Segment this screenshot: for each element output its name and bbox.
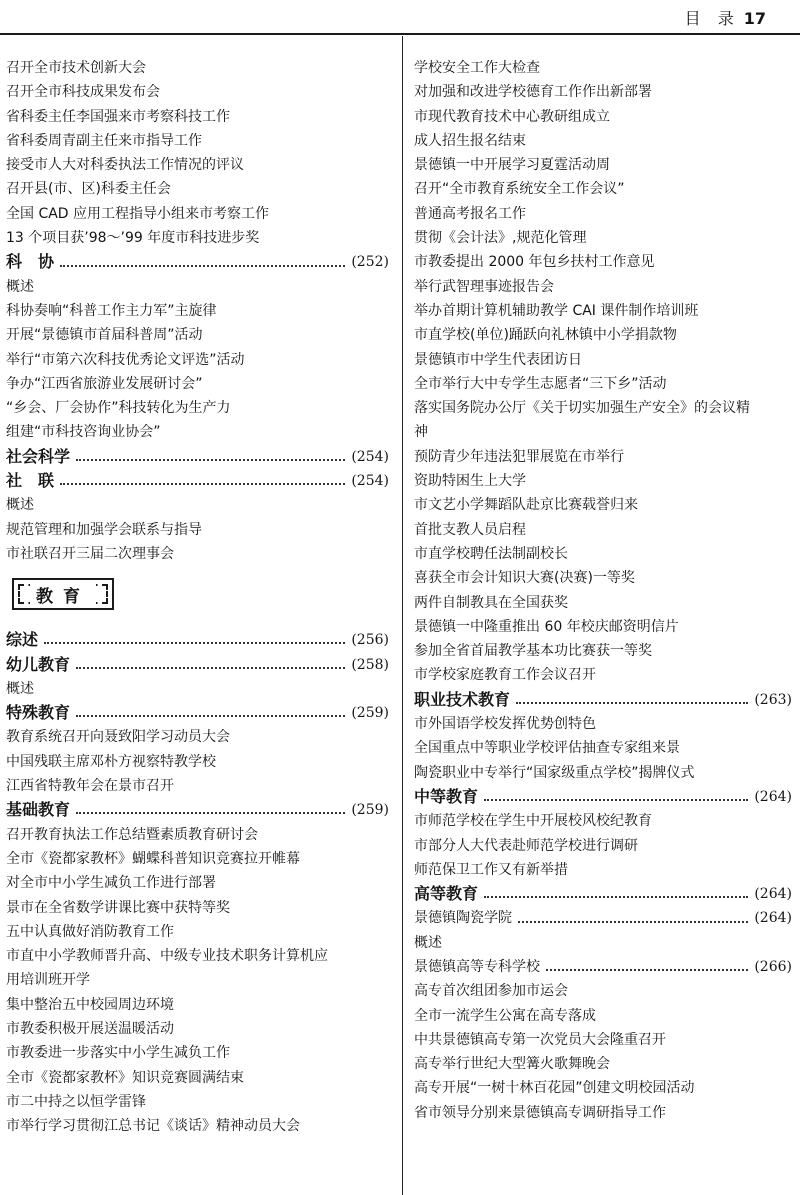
toc-entry xyxy=(6,725,389,749)
toc-entry-text: 规范管理和加强学会联系与指导 xyxy=(6,521,202,538)
toc-entry xyxy=(6,396,389,420)
toc-entry xyxy=(6,677,389,701)
dot-leader xyxy=(546,969,748,971)
toc-entry-text: 全国重点中等职业学校评估抽查专家组来景 xyxy=(414,740,680,757)
toc-entry xyxy=(414,931,792,955)
toc-entry xyxy=(6,968,389,992)
toc-entry xyxy=(414,299,792,323)
toc-entry-text: 景德镇陶瓷学院 xyxy=(414,910,512,927)
toc-entry xyxy=(414,1101,792,1125)
toc-entry-text: 贯彻《会计法》,规范化管理 xyxy=(414,230,587,247)
toc-entry xyxy=(6,202,389,226)
toc-entry xyxy=(6,56,389,80)
toc-entry-text: 五中认真做好消防教育工作 xyxy=(6,923,174,940)
toc-entry-text: 13 个项目获’98～’99 年度市科技进步奖 xyxy=(6,230,260,247)
toc-entry-text: 市部分人大代表赴师范学校进行调研 xyxy=(414,837,638,854)
toc-entry-text: 市举行学习贯彻江总书记《谈话》精神动员大会 xyxy=(6,1118,300,1135)
toc-heading xyxy=(6,701,389,725)
toc-entry xyxy=(6,774,389,798)
toc-entry xyxy=(414,372,792,396)
toc-page-number: (254) xyxy=(351,473,389,490)
page-header xyxy=(0,0,800,36)
toc-entry-text: 全市《瓷都家教杯》知识竞赛圆满结束 xyxy=(6,1069,244,1086)
toc-entry-text: 社 联 xyxy=(6,471,55,491)
toc-entry-text: 市二中持之以恒学雷锋 xyxy=(6,1093,146,1110)
toc-entry xyxy=(414,396,792,420)
toc-entry xyxy=(414,712,792,736)
section-banner xyxy=(6,574,389,618)
toc-entry xyxy=(414,80,792,104)
toc-entry xyxy=(6,518,389,542)
toc-entry-text: 景德镇高等专科学校 xyxy=(414,958,540,975)
toc-page-number: (263) xyxy=(754,691,792,708)
header-title: 目 录 xyxy=(684,9,740,28)
dot-leader xyxy=(76,715,345,717)
toc-entry xyxy=(414,663,792,687)
toc-page-number: (264) xyxy=(754,886,792,903)
dot-leader xyxy=(484,896,748,898)
toc-entry-text: 召开全市科技成果发布会 xyxy=(6,84,160,101)
dot-leader xyxy=(484,799,748,801)
toc-entry-text: 特殊教育 xyxy=(6,703,71,723)
dot-leader xyxy=(516,702,748,704)
toc-entry-text: 景德镇一中隆重推出 60 年校庆邮资明信片 xyxy=(414,618,679,635)
dot-leader xyxy=(76,459,345,461)
toc-entry-text: 市现代教育技术中心教研组成立 xyxy=(414,108,610,125)
toc-entry-text: 全市一流学生公寓在高专落成 xyxy=(414,1007,596,1024)
toc-entry-text: 高等教育 xyxy=(414,884,479,904)
toc-entry-text: 全市举行大中专学生志愿者“三下乡”活动 xyxy=(414,375,667,392)
toc-entry-text: 召开教育执法工作总结暨素质教育研讨会 xyxy=(6,826,258,843)
toc-entry-text: 学校安全工作大检查 xyxy=(414,60,540,76)
toc-entry xyxy=(6,944,389,968)
toc-entry-text: 景市在全省数学讲课比赛中获特等奖 xyxy=(6,899,230,916)
toc-heading xyxy=(6,250,389,274)
toc-entry xyxy=(6,420,389,444)
toc-heading xyxy=(414,688,792,712)
toc-entry xyxy=(6,348,389,372)
toc-entry xyxy=(414,226,792,250)
column-divider xyxy=(402,36,403,1195)
toc-entry-text: 高专举行世纪大型篝火歌舞晚会 xyxy=(414,1056,610,1073)
toc-page-number: (264) xyxy=(754,910,792,927)
toc-entry xyxy=(6,920,389,944)
toc-page-number: (264) xyxy=(754,788,792,805)
running-head xyxy=(685,6,766,29)
toc-entry-text: 召开县(市、区)科委主任会 xyxy=(6,181,171,198)
toc-entry xyxy=(6,896,389,920)
toc-entry-text: 高专开展“一树十林百花园”创建文明校园活动 xyxy=(414,1080,695,1097)
toc-entry-text: 中共景德镇高专第一次党员大会隆重召开 xyxy=(414,1031,666,1048)
toc-entry-text: 争办“江西省旅游业发展研讨会” xyxy=(6,375,203,392)
toc-entry-text: 社会科学 xyxy=(6,446,71,466)
toc-entry xyxy=(414,129,792,153)
toc-entry xyxy=(6,275,389,299)
toc-subentry xyxy=(414,906,792,930)
toc-entry-text: 概述 xyxy=(6,680,34,697)
toc-entry xyxy=(6,105,389,129)
toc-entry-text: 成人招生报名结束 xyxy=(414,132,526,149)
toc-entry-text: 职业技术教育 xyxy=(414,689,511,709)
toc-entry-text: 省科委主任李国强来市考察科技工作 xyxy=(6,108,230,125)
toc-entry xyxy=(6,823,389,847)
dot-leader xyxy=(60,265,345,267)
toc-entry-text: 举办首期计算机辅助教学 CAI 课件制作培训班 xyxy=(414,302,699,319)
dot-leader xyxy=(76,812,345,814)
toc-entry xyxy=(414,250,792,274)
toc-entry-text: 预防青少年违法犯罪展览在市举行 xyxy=(414,448,624,465)
toc-entry xyxy=(414,105,792,129)
toc-entry xyxy=(414,736,792,760)
toc-entry-text: “乡会、厂会协作”科技转化为生产力 xyxy=(6,400,231,417)
toc-entry xyxy=(414,420,792,444)
toc-entry xyxy=(6,993,389,1017)
toc-entry xyxy=(6,750,389,774)
toc-entry-text: 高专首次组团参加市运会 xyxy=(414,983,568,1000)
header-rule xyxy=(0,33,800,35)
toc-entry xyxy=(414,153,792,177)
toc-entry xyxy=(414,177,792,201)
toc-entry-text: 概述 xyxy=(6,497,34,514)
toc-entry-text: 对全市中小学生减负工作进行部署 xyxy=(6,875,216,892)
toc-heading xyxy=(6,469,389,493)
toc-entry-text: 市教委提出 2000 年包乡扶村工作意见 xyxy=(414,254,655,271)
toc-entry-text: 市教委积极开展送温暖活动 xyxy=(6,1020,174,1037)
toc-entry xyxy=(6,1114,389,1138)
toc-heading xyxy=(6,653,389,677)
toc-entry xyxy=(6,372,389,396)
toc-entry xyxy=(6,299,389,323)
toc-entry-text: 市直中小学教师晋升高、中级专业技术职务计算机应 xyxy=(6,948,328,965)
toc-entry-text: 召开“全市教育系统安全工作会议” xyxy=(414,181,625,198)
toc-entry-text: 首批支教人员启程 xyxy=(414,521,526,538)
dot-leader xyxy=(76,667,345,669)
toc-entry xyxy=(414,1028,792,1052)
toc-entry xyxy=(414,56,792,80)
toc-entry-text: 市直学校聘任法制副校长 xyxy=(414,545,568,562)
toc-heading xyxy=(6,798,389,822)
toc-entry xyxy=(414,858,792,882)
toc-entry xyxy=(6,323,389,347)
toc-page-number: (254) xyxy=(351,448,389,465)
toc-entry-text: 市社联召开三届二次理事会 xyxy=(6,545,174,562)
toc-subentry xyxy=(414,955,792,979)
toc-entry-text: 喜获全市会计知识大赛(决赛)一等奖 xyxy=(414,570,635,587)
toc-entry xyxy=(6,542,389,566)
toc-entry-text: 全市《瓷都家教杯》蝴蝶科普知识竞赛拉开帷幕 xyxy=(6,850,300,867)
toc-right-column xyxy=(414,56,792,1125)
toc-entry-text: 景德镇一中开展学习夏霆活动周 xyxy=(414,157,610,174)
toc-page-number: (256) xyxy=(351,632,389,649)
toc-entry-text: 举行武智理事迹报告会 xyxy=(414,278,554,295)
toc-heading xyxy=(6,628,389,652)
toc-entry-text: 市师范学校在学生中开展校风校纪教育 xyxy=(414,813,652,830)
toc-entry-text: 市教委进一步落实中小学生减负工作 xyxy=(6,1045,230,1062)
section-banner-frame xyxy=(12,578,114,610)
toc-page-number: (259) xyxy=(351,705,389,722)
toc-entry-text: 综述 xyxy=(6,630,39,650)
dot-leader xyxy=(44,642,345,644)
toc-entry xyxy=(414,834,792,858)
toc-entry xyxy=(6,1041,389,1065)
toc-entry xyxy=(6,847,389,871)
toc-entry xyxy=(414,493,792,517)
toc-page-number: (258) xyxy=(351,656,389,673)
toc-entry-text: 市直学校(单位)踊跃向礼林镇中小学捐款物 xyxy=(414,327,677,344)
toc-entry-text: 概述 xyxy=(414,934,442,951)
toc-entry-text: 幼儿教育 xyxy=(6,654,71,674)
toc-entry-text: 教育系统召开向聂致阳学习动员大会 xyxy=(6,729,230,746)
toc-entry xyxy=(414,761,792,785)
toc-entry xyxy=(414,615,792,639)
dot-leader xyxy=(518,921,748,923)
toc-entry-text: 景德镇市中学生代表团访日 xyxy=(414,351,582,368)
toc-page-number: (259) xyxy=(351,802,389,819)
toc-entry xyxy=(6,1017,389,1041)
toc-entry-text: 市外国语学校发挥优势创特色 xyxy=(414,716,596,733)
toc-entry-text: 组建“市科技咨询业协会” xyxy=(6,424,161,441)
toc-entry xyxy=(6,177,389,201)
toc-entry-text: 开展“景德镇市首届科普周”活动 xyxy=(6,327,203,344)
toc-heading xyxy=(6,445,389,469)
toc-entry xyxy=(6,80,389,104)
toc-entry-text: 中等教育 xyxy=(414,786,479,806)
toc-entry xyxy=(414,469,792,493)
toc-entry xyxy=(6,493,389,517)
toc-left-column xyxy=(6,56,389,1138)
toc-entry-text: 市文艺小学舞蹈队赴京比赛载誉归来 xyxy=(414,497,638,514)
toc-entry xyxy=(414,275,792,299)
toc-entry-text: 举行“市第六次科技优秀论文评选”活动 xyxy=(6,351,245,368)
toc-entry-text: 普通高考报名工作 xyxy=(414,205,526,222)
toc-heading xyxy=(414,882,792,906)
toc-page-number: (266) xyxy=(754,958,792,975)
toc-entry-text: 两件自制教具在全国获奖 xyxy=(414,594,568,611)
section-banner-title: 教育 xyxy=(30,582,96,607)
toc-entry-text: 接受市人大对科委执法工作情况的评议 xyxy=(6,157,244,174)
toc-entry xyxy=(414,809,792,833)
toc-heading xyxy=(414,785,792,809)
toc-entry xyxy=(6,1090,389,1114)
toc-entry xyxy=(414,518,792,542)
toc-entry xyxy=(414,1076,792,1100)
toc-entry xyxy=(414,639,792,663)
toc-entry xyxy=(6,129,389,153)
page-number: 17 xyxy=(743,9,766,28)
dot-leader xyxy=(60,483,345,485)
toc-entry-text: 神 xyxy=(414,424,428,441)
toc-entry xyxy=(414,542,792,566)
toc-entry-text: 全国 CAD 应用工程指导小组来市考察工作 xyxy=(6,205,270,222)
toc-entry xyxy=(414,1004,792,1028)
toc-entry xyxy=(414,566,792,590)
toc-entry xyxy=(414,202,792,226)
toc-entry-text: 市学校家庭教育工作会议召开 xyxy=(414,667,596,684)
toc-entry-text: 师范保卫工作又有新举措 xyxy=(414,861,568,878)
toc-entry xyxy=(414,445,792,469)
toc-entry-text: 省科委周青副主任来市指导工作 xyxy=(6,132,202,149)
toc-entry-text: 基础教育 xyxy=(6,800,71,820)
toc-entry-text: 概述 xyxy=(6,278,34,295)
toc-entry-text: 江西省特教年会在景市召开 xyxy=(6,778,174,795)
toc-page-number: (252) xyxy=(351,254,389,271)
toc-entry-text: 召开全市技术创新大会 xyxy=(6,60,146,76)
toc-entry-text: 用培训班开学 xyxy=(6,972,90,989)
toc-entry-text: 中国残联主席邓朴方视察特教学校 xyxy=(6,753,216,770)
toc-entry xyxy=(6,153,389,177)
toc-entry-text: 集中整治五中校园周边环境 xyxy=(6,996,174,1013)
toc-entry xyxy=(6,871,389,895)
toc-entry-text: 资助特困生上大学 xyxy=(414,473,526,490)
toc-entry xyxy=(414,591,792,615)
toc-entry xyxy=(414,348,792,372)
toc-entry xyxy=(6,226,389,250)
toc-entry-text: 落实国务院办公厅《关于切实加强生产安全》的会议精 xyxy=(414,400,750,417)
toc-entry-text: 科 协 xyxy=(6,252,55,272)
toc-entry xyxy=(414,1052,792,1076)
toc-entry xyxy=(414,323,792,347)
toc-entry-text: 参加全省首届教学基本功比赛获一等奖 xyxy=(414,643,652,660)
toc-entry-text: 对加强和改进学校德育工作作出新部署 xyxy=(414,84,652,101)
toc-entry-text: 陶瓷职业中专举行“国家级重点学校”揭牌仪式 xyxy=(414,764,695,781)
toc-entry xyxy=(414,979,792,1003)
toc-entry-text: 科协奏响“科普工作主力军”主旋律 xyxy=(6,302,217,319)
toc-entry-text: 省市领导分别来景德镇高专调研指导工作 xyxy=(414,1104,666,1121)
toc-entry xyxy=(6,1066,389,1090)
